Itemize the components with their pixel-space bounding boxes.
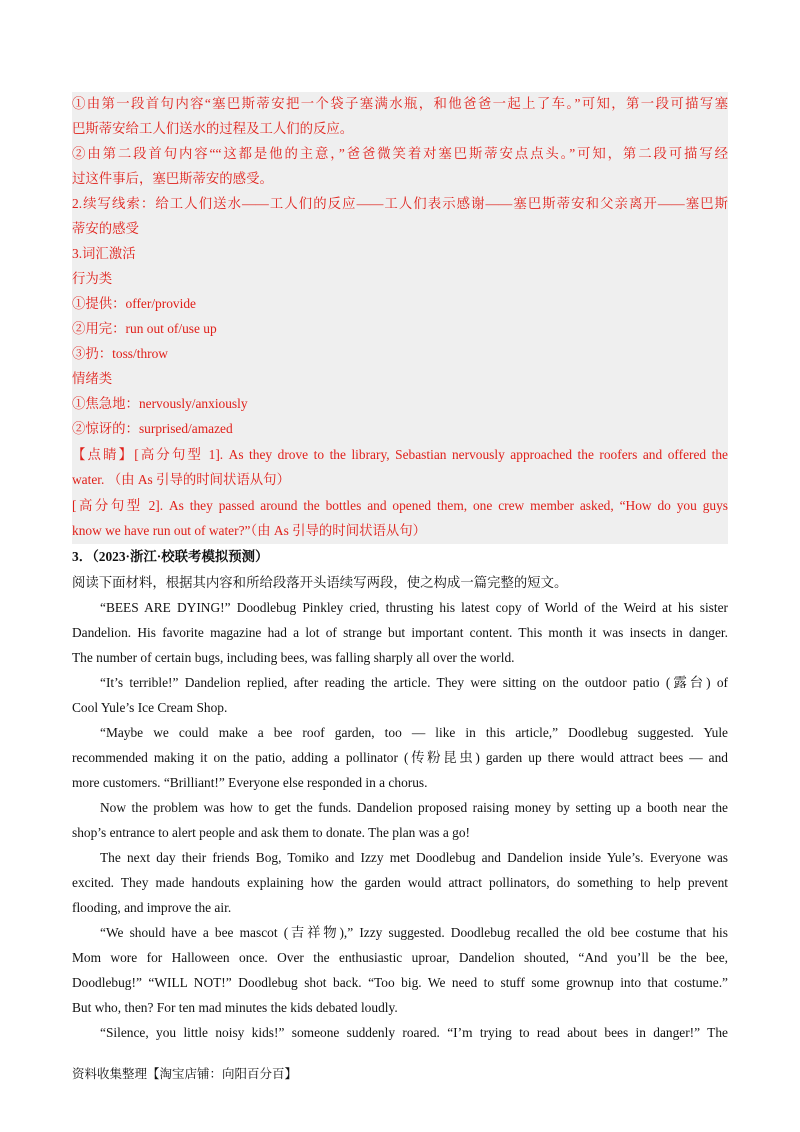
passage-line: excited. They made handouts explaining how the garden would attract pollinators, do something to help prevent — [72, 875, 728, 890]
passage-line: “Silence, you little noisy kids!” someone suddenly roared. “I’m trying to read about bees in danger!” The — [100, 1025, 728, 1040]
answer-line: know we have run out of water?”（由 As 引导的时间状语从句） — [72, 523, 427, 538]
passage-line: Mom wore for Halloween once. Over the enthusiastic uproar, Dandelion shouted, “And you’ll be the bee, — [72, 950, 728, 965]
answer-line: 行为类 — [72, 271, 113, 286]
passage-line: Cool Yule’s Ice Cream Shop. — [72, 700, 228, 715]
answer-line: ②用完：run out of/use up — [72, 321, 217, 336]
answer-line: 情绪类 — [72, 371, 113, 386]
answer-line: ①由第一段首句内容“塞巴斯蒂安把一个袋子塞满水瓶，和他爸爸一起上了车。”可知，第一段可描写塞 — [72, 96, 728, 111]
passage-line: flooding, and improve the air. — [72, 900, 232, 915]
passage-line: Now the problem was how to get the funds. Dandelion proposed raising money by setting up a booth near the — [100, 800, 728, 815]
answer-line: ①焦急地：nervously/anxiously — [72, 396, 248, 411]
passage-line: more customers. “Brilliant!” Everyone else responded in a chorus. — [72, 775, 428, 790]
passage-line: “It’s terrible!” Dandelion replied, after reading the article. They were sitting on the outdoor patio (露台) of — [100, 675, 728, 690]
passage-line: Doodlebug!” “WILL NOT!” Doodlebug shot back. “Too big. We need to stuff some grownup into that costume.” — [72, 975, 728, 990]
page-footer: 资料收集整理【淘宝店铺：向阳百分百】 — [72, 1067, 298, 1081]
passage-line: The number of certain bugs, including bees, was falling sharply all over the world. — [72, 650, 515, 665]
passage-line: “We should have a bee mascot (吉祥物),” Izzy suggested. Doodlebug recalled the old bee costume that his — [100, 925, 728, 940]
answer-line: 【点睛】[高分句型 1]. As they drove to the library, Sebastian nervously approached the roofers and offered the — [72, 447, 728, 462]
answer-line: 蒂安的感受 — [72, 221, 139, 236]
answer-line: [高分句型 2]. As they passed around the bottles and opened them, one crew member asked, “How do you guys — [72, 498, 728, 513]
passage-line: Dandelion. His favorite magazine had a lot of strange but important content. This month it was insects in danger. — [72, 625, 728, 640]
passage-line: But who, then? For ten mad minutes the kids debated loudly. — [72, 1000, 398, 1015]
passage-line: recommended making it on the patio, adding a pollinator (传粉昆虫) garden up there would attract bees — and — [72, 750, 728, 765]
answer-line: 过这件事后，塞巴斯蒂安的感受。 — [72, 171, 273, 186]
passage-line: “BEES ARE DYING!” Doodlebug Pinkley cried, thrusting his latest copy of World of the Weird at his sister — [100, 600, 728, 615]
answer-line: 3.词汇激活 — [72, 246, 136, 261]
answer-line: water. （由 As 引导的时间状语从句） — [72, 472, 290, 487]
passage-line: The next day their friends Bog, Tomiko and Izzy met Doodlebug and Dandelion inside Yule’s. Everyone was — [100, 850, 728, 865]
question-instruction: 阅读下面材料，根据其内容和所给段落开头语续写两段，使之构成一篇完整的短文。 — [72, 575, 568, 590]
answer-line: ②由第二段首句内容““这都是他的主意，”爸爸微笑着对塞巴斯蒂安点点头。”可知，第二段可描写经 — [72, 146, 728, 161]
answer-line: ①提供：offer/provide — [72, 296, 196, 311]
answer-line: ③扔：toss/throw — [72, 346, 168, 361]
passage-line: shop’s entrance to alert people and ask them to donate. The plan was a go! — [72, 825, 470, 840]
answer-line: 2.续写线索：给工人们送水——工人们的反应——工人们表示感谢——塞巴斯蒂安和父亲离开——塞巴斯 — [72, 196, 728, 211]
passage-line: “Maybe we could make a bee roof garden, too — like in this article,” Doodlebug suggested. Yule — [100, 725, 728, 740]
question-header: 3．（2023·浙江·校联考模拟预测） — [72, 549, 269, 564]
answer-line: 巴斯蒂安给工人们送水的过程及工人们的反应。 — [72, 121, 354, 136]
answer-line: ②惊讶的：surprised/amazed — [72, 421, 233, 436]
